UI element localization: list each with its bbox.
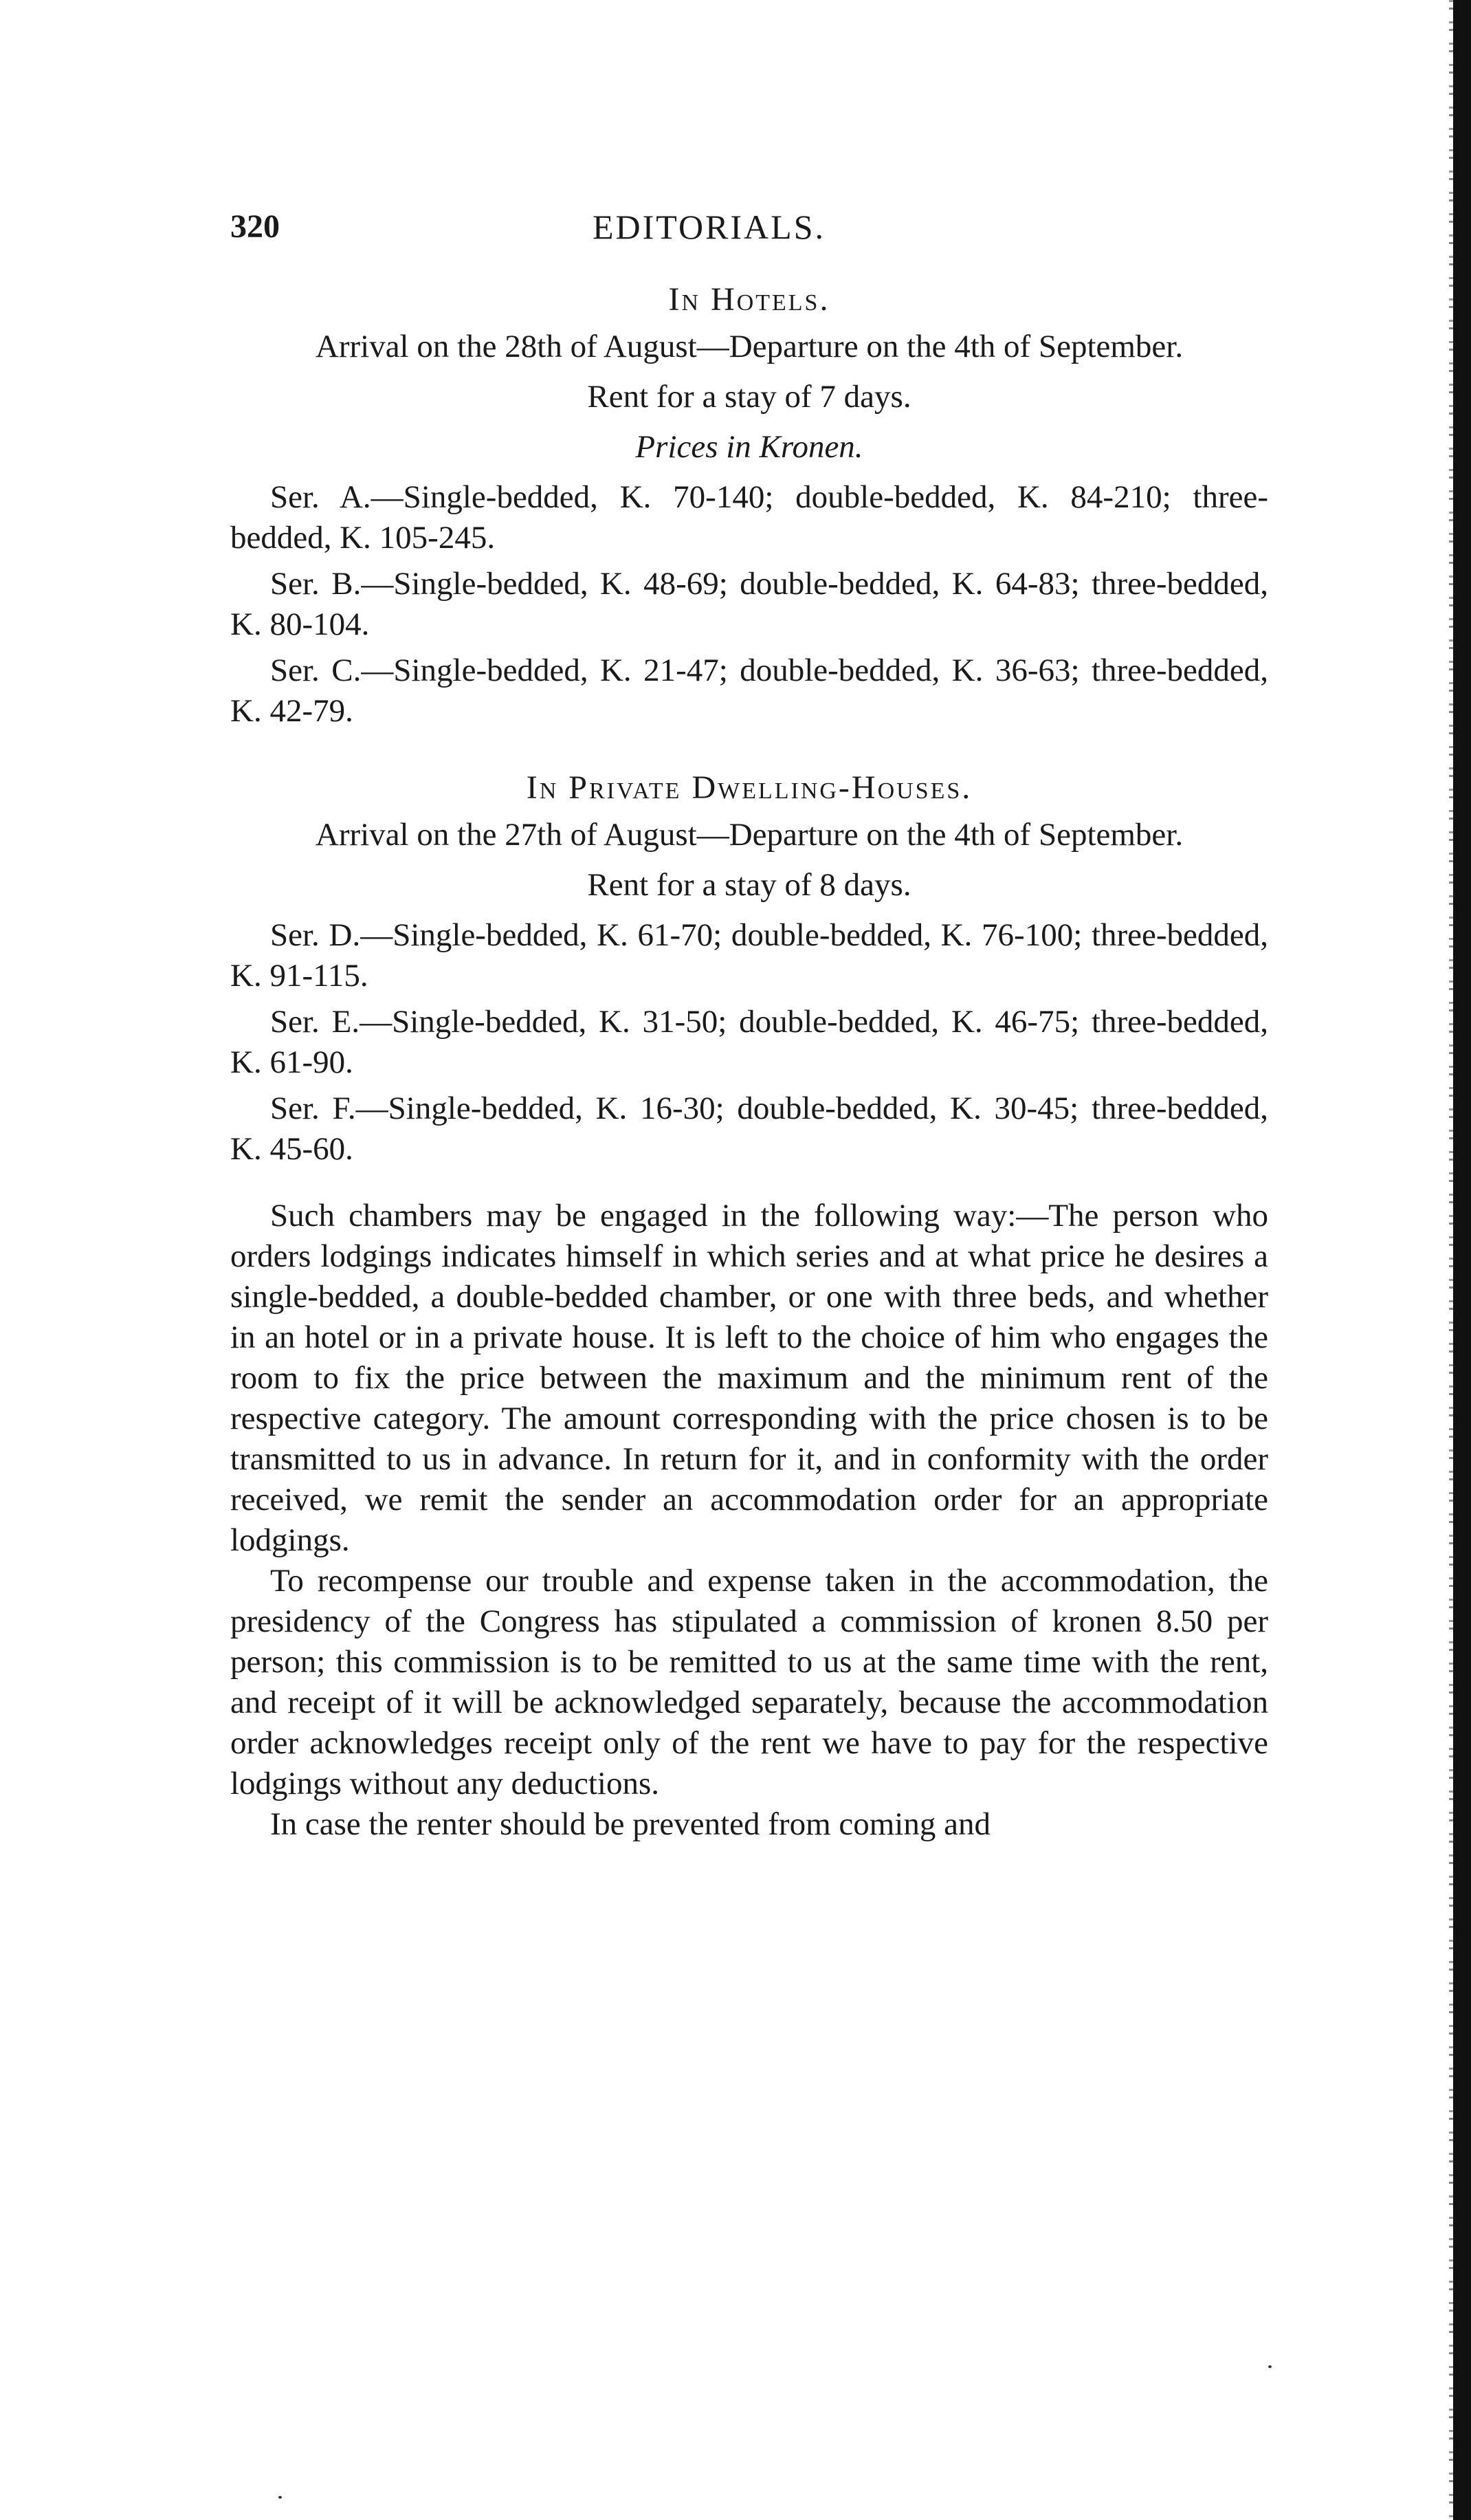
hotels-heading: In Hotels. bbox=[668, 281, 830, 318]
prices-heading: Prices in Kronen. bbox=[635, 429, 863, 465]
scan-speck bbox=[278, 2496, 282, 2499]
scan-speck bbox=[1268, 2365, 1272, 2368]
page-body bbox=[230, 279, 1268, 1845]
series-entry-f: Ser. F.—Single-bedded, K. 16-30; double-bedded, K. 30-45; three-bedded, K. 45-60. bbox=[230, 1091, 1268, 1167]
page-header bbox=[0, 206, 1471, 261]
private-houses-heading: In Private Dwelling-Houses. bbox=[526, 769, 973, 806]
series-entry-d: Ser. D.—Single-bedded, K. 61-70; double-bedded, K. 76-100; three-bedded, K. 91-115. bbox=[230, 917, 1268, 994]
body-paragraph: In case the renter should be prevented from coming and bbox=[270, 1806, 991, 1842]
series-entry-e: Ser. E.—Single-bedded, K. 31-50; double-bedded, K. 46-75; three-bedded, K. 61-90. bbox=[230, 1004, 1268, 1080]
hotels-arrival: Arrival on the 28th of August—Departure on the 4th of September. bbox=[315, 329, 1184, 364]
body-paragraph: Such chambers may be engaged in the following way:—The person who orders lodgings indicates himself in which series and at what price he desires a single-bedded, a double-bedded chamber, or one with three beds, and whether in an hotel or in a private house. It is left to the choice of him who engages the room to fix the price between the maximum and the minimum rent of the respective category. The amount corresponding with the price chosen is to be transmitted to us in advance. In return for it, and in conformity with the order received, we remit the sender an accommodation order for an appropriate lodgings. bbox=[230, 1198, 1268, 1558]
series-entry-c: Ser. C.—Single-bedded, K. 21-47; double-bedded, K. 36-63; three-bedded, K. 42-79. bbox=[230, 653, 1268, 729]
running-head: EDITORIALS. bbox=[593, 208, 826, 246]
section-spacer bbox=[230, 737, 1268, 767]
body-paragraph: To recompense our trouble and expense taken in the accommodation, the presidency of the Congress has stipulated a commission of kronen 8.50 per person; this commission is to be remitted to us at the same time with the rent, and receipt of it will be acknowledged separately, because the accommodation order acknowledges receipt only of the rent we have to pay for the respective lodgings without any deductions. bbox=[230, 1563, 1268, 1801]
page-number: 320 bbox=[230, 208, 280, 245]
series-entry-a: Ser. A.—Single-bedded, K. 70-140; double-bedded, K. 84-210; three-bedded, K. 105-245. bbox=[230, 479, 1268, 556]
hotels-rent: Rent for a stay of 7 days. bbox=[587, 379, 911, 415]
private-houses-rent: Rent for a stay of 8 days. bbox=[587, 867, 911, 903]
private-houses-arrival: Arrival on the 27th of August—Departure on the 4th of September. bbox=[315, 817, 1184, 853]
paragraph-spacer bbox=[230, 1175, 1268, 1196]
series-entry-b: Ser. B.—Single-bedded, K. 48-69; double-bedded, K. 64-83; three-bedded, K. 80-104. bbox=[230, 566, 1268, 642]
